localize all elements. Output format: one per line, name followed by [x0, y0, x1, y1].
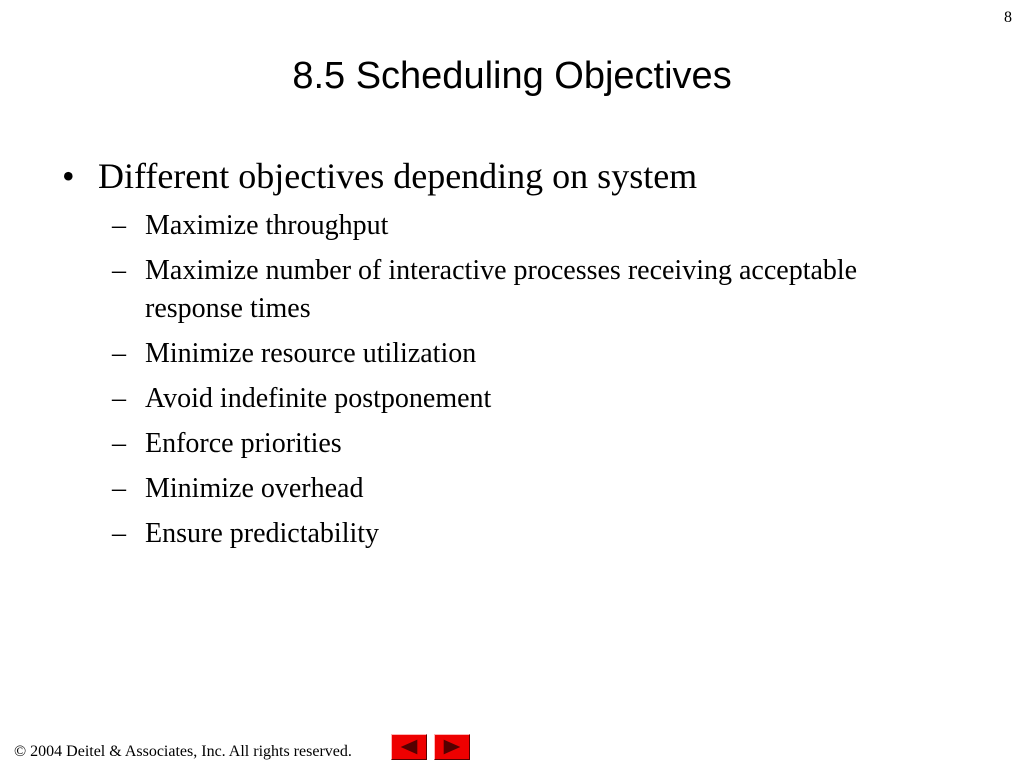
- next-slide-button[interactable]: [434, 734, 470, 760]
- sub-bullet-item: [112, 515, 962, 553]
- bullet-main: [62, 152, 962, 200]
- sub-bullet-item: [112, 252, 962, 328]
- page-number: 8: [1004, 9, 1012, 26]
- sub-bullet-text: Minimize resource utilization: [145, 338, 477, 369]
- bullet-text: Different objectives depending on system: [98, 156, 698, 196]
- sub-bullet-marker: –: [112, 210, 126, 241]
- sub-bullet-item: [112, 470, 962, 508]
- slide-title: 8.5 Scheduling Objectives: [292, 55, 732, 97]
- sub-bullet-text: Ensure predictability: [145, 518, 380, 549]
- sub-bullet-marker: –: [112, 518, 126, 549]
- sub-bullet-text: Avoid indefinite postponement: [145, 383, 492, 414]
- sub-bullet-item: [112, 425, 962, 463]
- arrow-right-icon: [435, 735, 469, 759]
- sub-bullet-item: [112, 207, 962, 245]
- sub-bullet-marker: –: [112, 338, 126, 369]
- sub-bullet-text: Enforce priorities: [145, 428, 342, 459]
- sub-bullet-text: Minimize overhead: [145, 473, 364, 504]
- sub-bullet-marker: –: [112, 383, 126, 414]
- sub-bullet-text: Maximize number of interactive processes receiving acceptable response times: [145, 255, 858, 324]
- sub-bullet-item: [112, 335, 962, 373]
- sub-bullet-text: Maximize throughput: [145, 210, 389, 241]
- bullet-item: [62, 152, 962, 553]
- sub-bullet-list: [62, 207, 962, 553]
- bullet-marker: •: [62, 156, 75, 196]
- previous-slide-button[interactable]: [391, 734, 427, 760]
- bullet-list: [62, 152, 962, 553]
- copyright-footer: © 2004 Deitel & Associates, Inc. All rights reserved.: [14, 743, 352, 760]
- sub-bullet-item: [112, 380, 962, 418]
- sub-bullet-marker: –: [112, 428, 126, 459]
- sub-bullet-marker: –: [112, 255, 126, 286]
- sub-bullet-marker: –: [112, 473, 126, 504]
- arrow-left-icon: [392, 735, 426, 759]
